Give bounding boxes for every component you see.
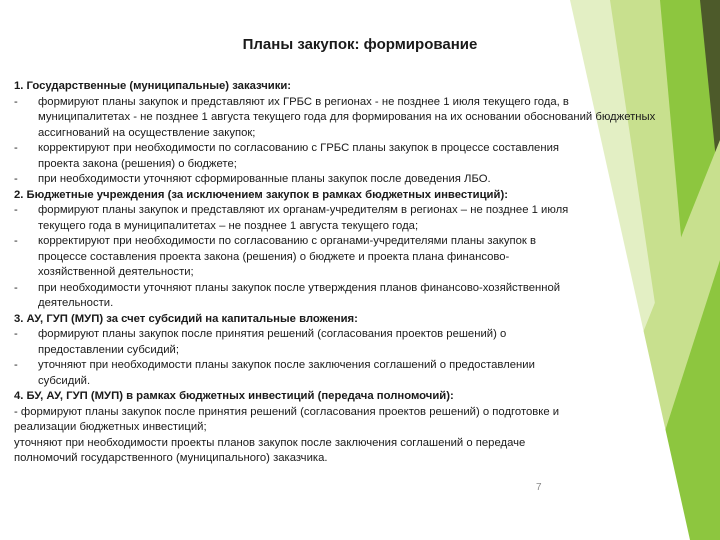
continuation-line: процессе составления проекта закона (решения) о бюджете и проекта плана финансово-	[38, 250, 510, 263]
text-line: реализации бюджетных инвестиций;	[14, 421, 207, 433]
dash-marker: -	[14, 173, 18, 185]
bullet-line	[14, 327, 704, 343]
dash-marker: -	[14, 328, 18, 340]
dash-marker: -	[14, 204, 18, 216]
continuation-line: муниципалитетах - не позднее 1 августа текущего года для формирования на их основании обоснований бюджетных	[38, 111, 656, 123]
section-heading: 1. Государственные (муниципальные) заказчики:	[14, 80, 292, 92]
bullet-text: при необходимости уточняют планы закупок после утверждения планов финансово-хозяйственной	[38, 281, 561, 294]
bullet-line	[14, 203, 704, 219]
page-number: 7	[536, 482, 542, 493]
section-heading: 4. БУ, АУ, ГУП (МУП) в рамках бюджетных инвестиций (передача полномочий):	[14, 390, 454, 402]
bullet-text: уточняют при необходимости планы закупок после заключения соглашений о предоставлении	[38, 359, 535, 371]
section-heading: 2. Бюджетные учреждения (за исключением закупок в рамках бюджетных инвестиций):	[14, 188, 508, 201]
text-line: - формируют планы закупок после принятия решений (согласования проектов решений) о подготовке и	[14, 405, 560, 418]
bullet-line	[14, 141, 704, 157]
bullet-line	[14, 172, 704, 188]
continuation-line: проекта закона (решения) о бюджете;	[38, 157, 237, 170]
bullet-line	[14, 234, 704, 250]
content-body	[14, 79, 704, 467]
continuation-line: предоставлении субсидий;	[38, 343, 179, 356]
bullet-text: формируют планы закупок и представляют их ГРБС в регионах - не позднее 1 июля текущего года, в	[38, 95, 569, 108]
bullet-line	[14, 95, 704, 111]
bullet-text: при необходимости уточняют сформированные планы закупок после доведения ЛБО.	[38, 173, 491, 185]
continuation-line: деятельности.	[38, 297, 114, 309]
continuation-line: текущего года в муниципалитетах – не позднее 1 августа текущего года;	[38, 219, 419, 232]
bullet-text: формируют планы закупок после принятия решений (согласования проектов решений) о	[38, 328, 507, 340]
bullet-text: корректируют при необходимости по согласованию с органами-учредителями планы закупок в	[38, 235, 536, 247]
dash-marker: -	[14, 281, 18, 294]
continuation-line: субсидий.	[38, 374, 91, 387]
text-line: уточняют при необходимости проекты планов закупок после заключения соглашений о передаче	[14, 436, 526, 449]
slide-title: Планы закупок: формирование	[242, 36, 478, 53]
bullet-text: корректируют при необходимости по согласованию с ГРБС планы закупок в процессе составления	[38, 142, 560, 154]
dash-marker: -	[14, 359, 18, 371]
continuation-line: хозяйственной деятельности;	[38, 266, 194, 278]
dash-marker: -	[14, 95, 18, 108]
dash-marker: -	[14, 142, 18, 154]
section-heading: 3. АУ, ГУП (МУП) за счет субсидий на капитальные вложения:	[14, 312, 358, 325]
dash-marker: -	[14, 235, 18, 247]
bullet-line	[14, 358, 704, 374]
bullet-text: формируют планы закупок и представляют их органам-учредителям в регионах – не позднее 1 июля	[38, 204, 569, 216]
text-line: полномочий государственного (муниципального) заказчика.	[14, 452, 328, 464]
bullet-line	[14, 281, 704, 297]
continuation-line: ассигнований на осуществление закупок;	[38, 126, 256, 139]
